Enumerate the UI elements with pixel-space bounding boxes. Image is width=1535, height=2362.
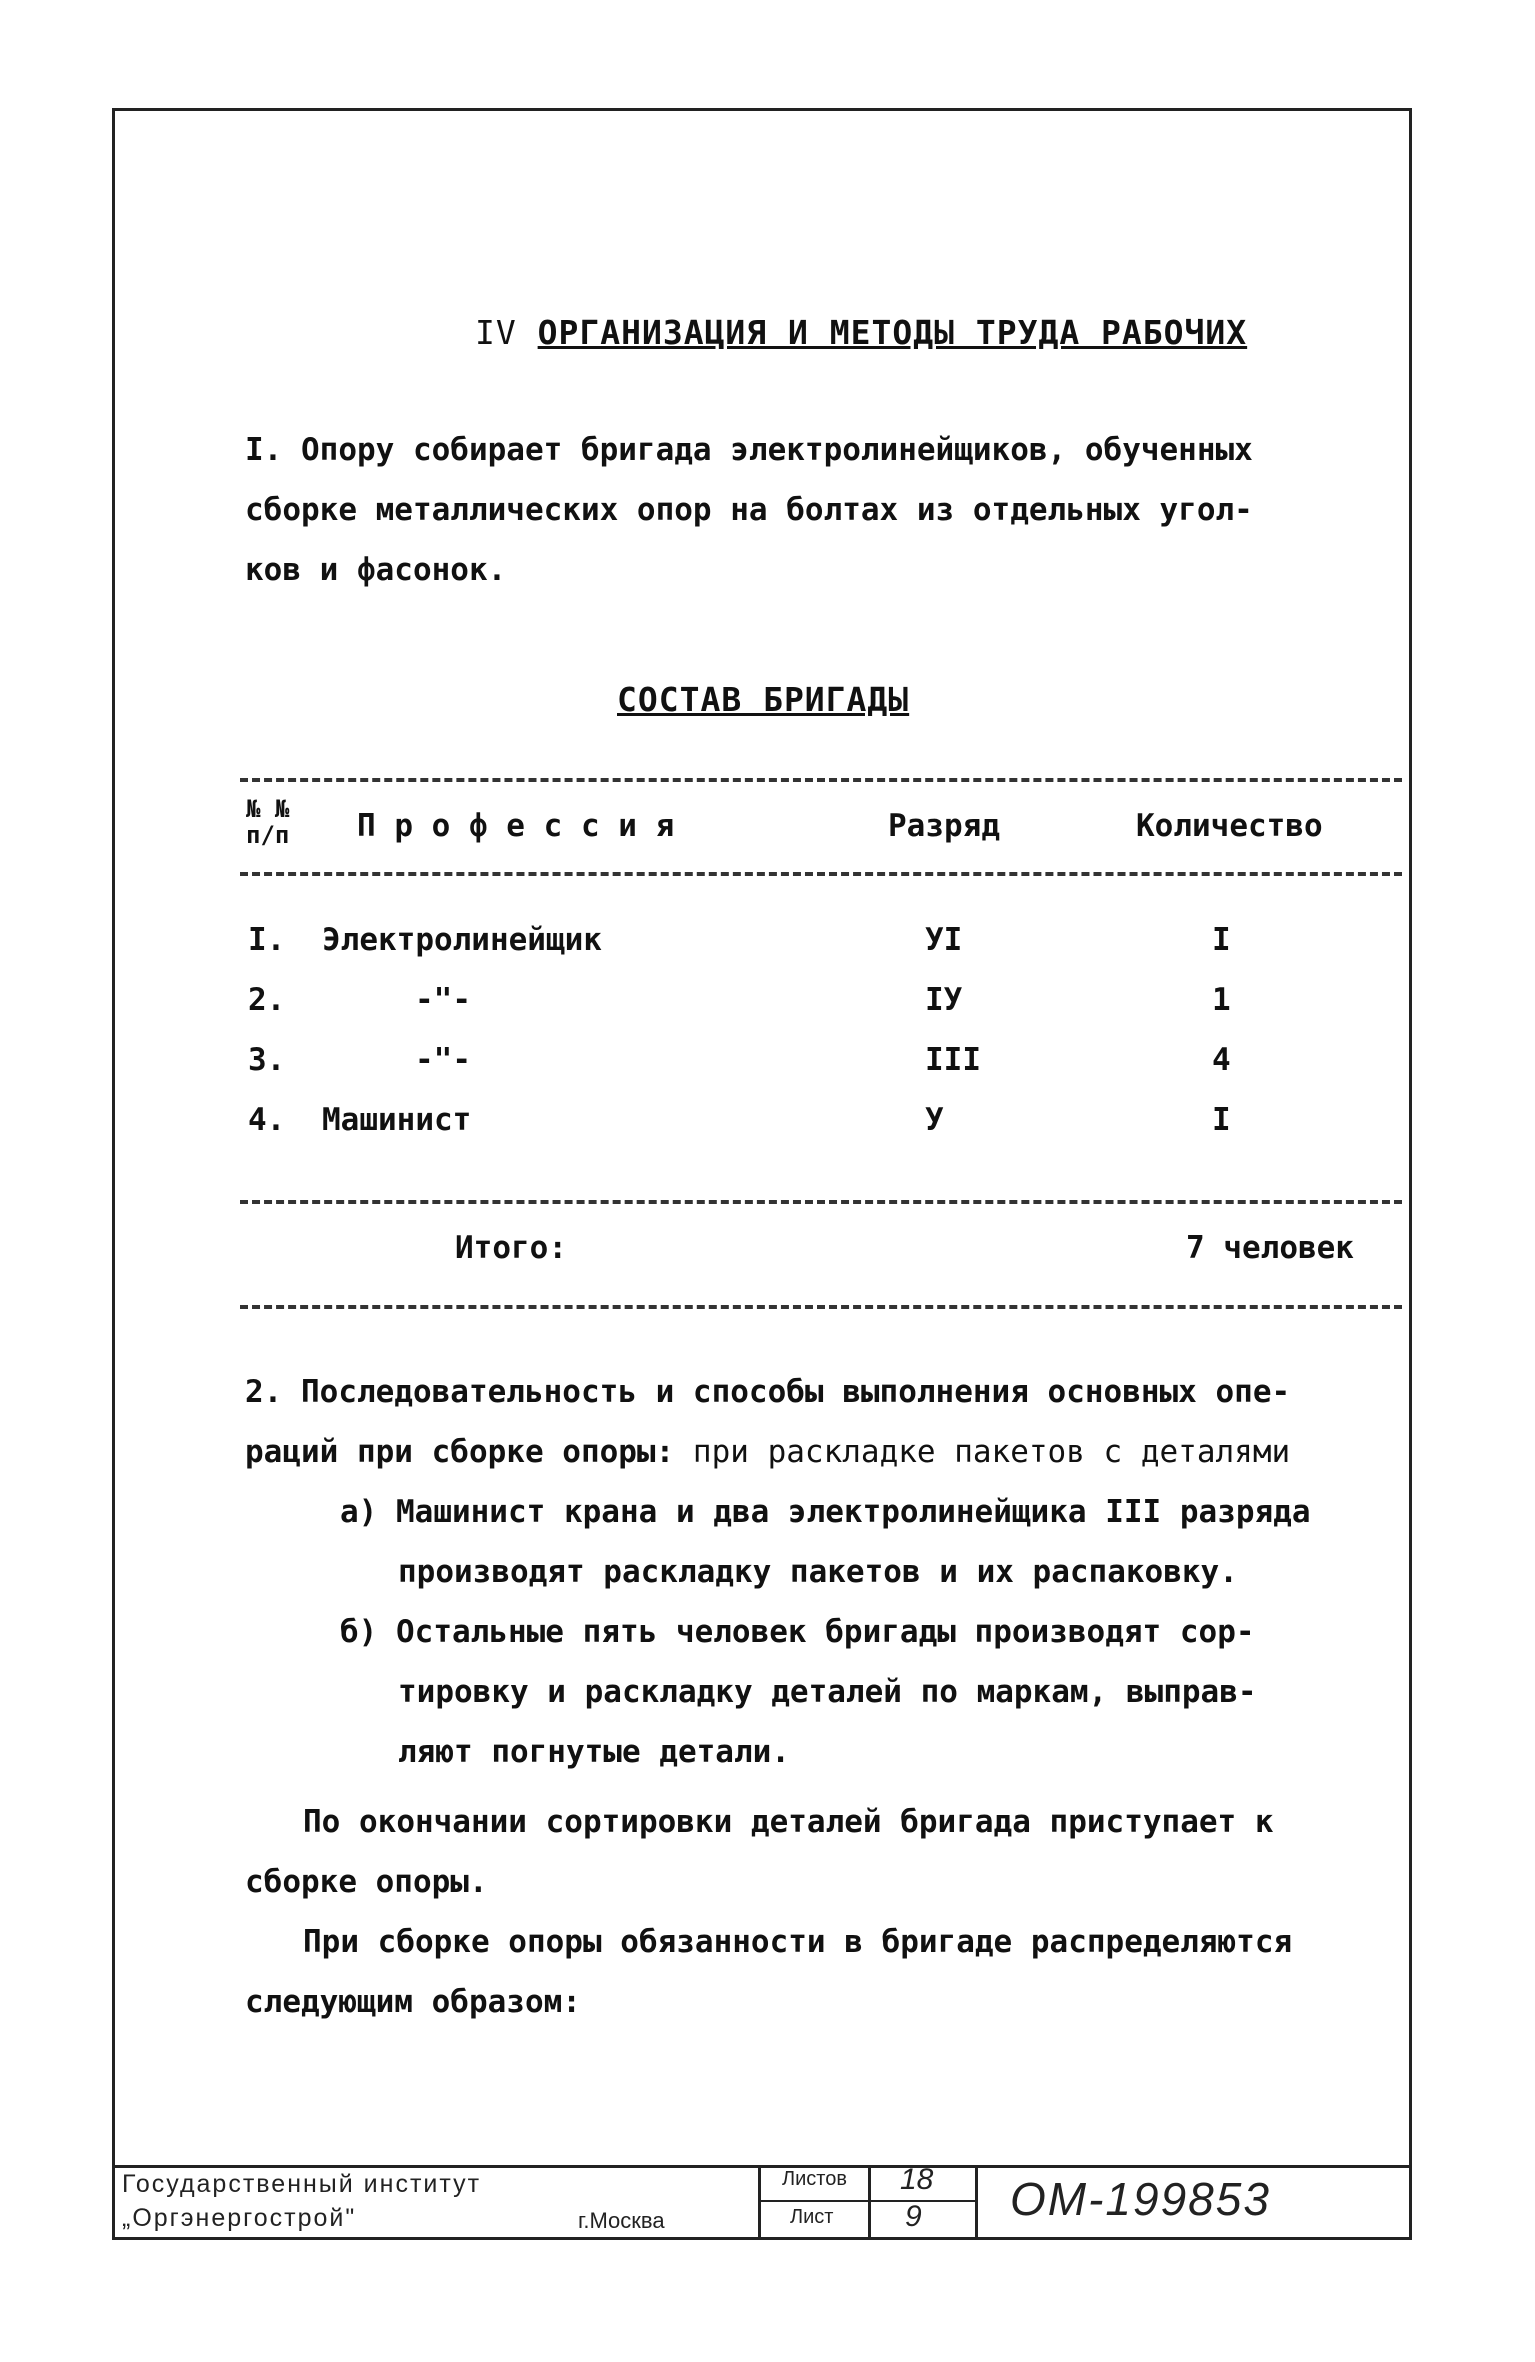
header-grade: Разряд bbox=[888, 808, 1000, 844]
stamp-sheet-value: 9 bbox=[905, 2200, 922, 2233]
item-b-line: тировку и раскладку деталей по маркам, выправ- bbox=[398, 1674, 1257, 1710]
row-grade: III bbox=[925, 1042, 981, 1078]
stamp-city: г.Москва bbox=[578, 2208, 665, 2233]
row-num: I. bbox=[248, 922, 286, 958]
row-grade: IУ bbox=[925, 982, 963, 1018]
section2-line2-regular: при раскладке пакетов с деталями bbox=[674, 1434, 1291, 1470]
row-num: 3. bbox=[248, 1042, 286, 1078]
row-count: I bbox=[1212, 922, 1231, 958]
table-rule bbox=[240, 872, 1402, 876]
table-rule bbox=[240, 778, 1402, 782]
item-b-line: б) Остальные пять человек бригады производят сор- bbox=[340, 1614, 1255, 1650]
stamp-divider bbox=[758, 2165, 761, 2240]
item-a bbox=[340, 1482, 1311, 1602]
section2-intro bbox=[245, 1362, 1290, 1482]
table-rule bbox=[240, 1305, 1402, 1309]
row-profession: Электролинейщик bbox=[322, 922, 602, 958]
table-rule bbox=[240, 1200, 1402, 1204]
paragraph-line: сборке опоры. bbox=[245, 1864, 488, 1900]
stamp-top-rule bbox=[112, 2165, 1412, 2168]
header-num-bottom: п/п bbox=[246, 821, 290, 849]
stamp-sheets-value: 18 bbox=[900, 2163, 934, 2196]
crew-title: СОСТАВ БРИГАДЫ bbox=[617, 680, 910, 719]
section2-line-2 bbox=[245, 1422, 1290, 1482]
row-grade: У bbox=[925, 1102, 944, 1138]
stamp-divider bbox=[975, 2165, 978, 2240]
row-num: 4. bbox=[248, 1102, 286, 1138]
stamp-org-line1: Государственный институт bbox=[122, 2170, 482, 2198]
intro-line: сборке металлических опор на болтах из отдельных угол- bbox=[245, 492, 1253, 528]
total-label: Итого: bbox=[455, 1230, 567, 1266]
row-count: I bbox=[1212, 1102, 1231, 1138]
item-b-line: ляют погнутые детали. bbox=[398, 1734, 790, 1770]
item-b bbox=[340, 1602, 1257, 1782]
item-a-line: производят раскладку пакетов и их распаковку. bbox=[398, 1554, 1238, 1590]
row-profession: -"- bbox=[415, 982, 471, 1018]
header-num bbox=[246, 796, 289, 848]
paragraph-line: По окончании сортировки деталей бригада приступает к bbox=[303, 1804, 1274, 1840]
paragraph-line: При сборке опоры обязанности в бригаде распределяются bbox=[303, 1924, 1293, 1960]
intro-line: ков и фасонок. bbox=[245, 552, 507, 588]
paragraph-line: следующим образом: bbox=[245, 1984, 581, 2020]
row-count: 4 bbox=[1212, 1042, 1231, 1078]
header-profession: П р о ф е с с и я bbox=[357, 808, 675, 844]
stamp-divider bbox=[868, 2165, 871, 2240]
paragraph-sorting bbox=[245, 1792, 1274, 1912]
stamp-doc-number: ОМ-199853 bbox=[1010, 2173, 1271, 2225]
paragraph-duties bbox=[245, 1912, 1292, 2032]
row-profession: -"- bbox=[415, 1042, 471, 1078]
row-num: 2. bbox=[248, 982, 286, 1018]
intro-line: I. Опору собирает бригада электролинейщиков, обученных bbox=[245, 432, 1253, 468]
stamp-row-rule bbox=[758, 2200, 975, 2202]
item-a-line: а) Машинист крана и два электролинейщика III разряда bbox=[340, 1494, 1311, 1530]
section-heading bbox=[475, 313, 1247, 352]
section-title: ОРГАНИЗАЦИЯ И МЕТОДЫ ТРУДА РАБОЧИХ bbox=[537, 313, 1248, 352]
section2-line: 2. Последовательность и способы выполнения основных опе- bbox=[245, 1374, 1291, 1410]
stamp-org-line2: „Оргэнергострой" bbox=[122, 2204, 357, 2232]
stamp-sheets-label: Листов bbox=[782, 2168, 847, 2190]
stamp-sheet-label: Лист bbox=[790, 2206, 834, 2228]
intro-paragraph bbox=[245, 420, 1253, 600]
section-number: IV bbox=[475, 313, 517, 352]
header-num-top: № № bbox=[246, 795, 290, 823]
row-profession: Машинист bbox=[322, 1102, 472, 1138]
row-grade: УI bbox=[925, 922, 963, 958]
section2-line2-bold: раций при сборке опоры: bbox=[245, 1434, 675, 1470]
header-count: Количество bbox=[1136, 808, 1323, 844]
total-value: 7 человек bbox=[1186, 1230, 1354, 1266]
row-count: 1 bbox=[1212, 982, 1231, 1018]
